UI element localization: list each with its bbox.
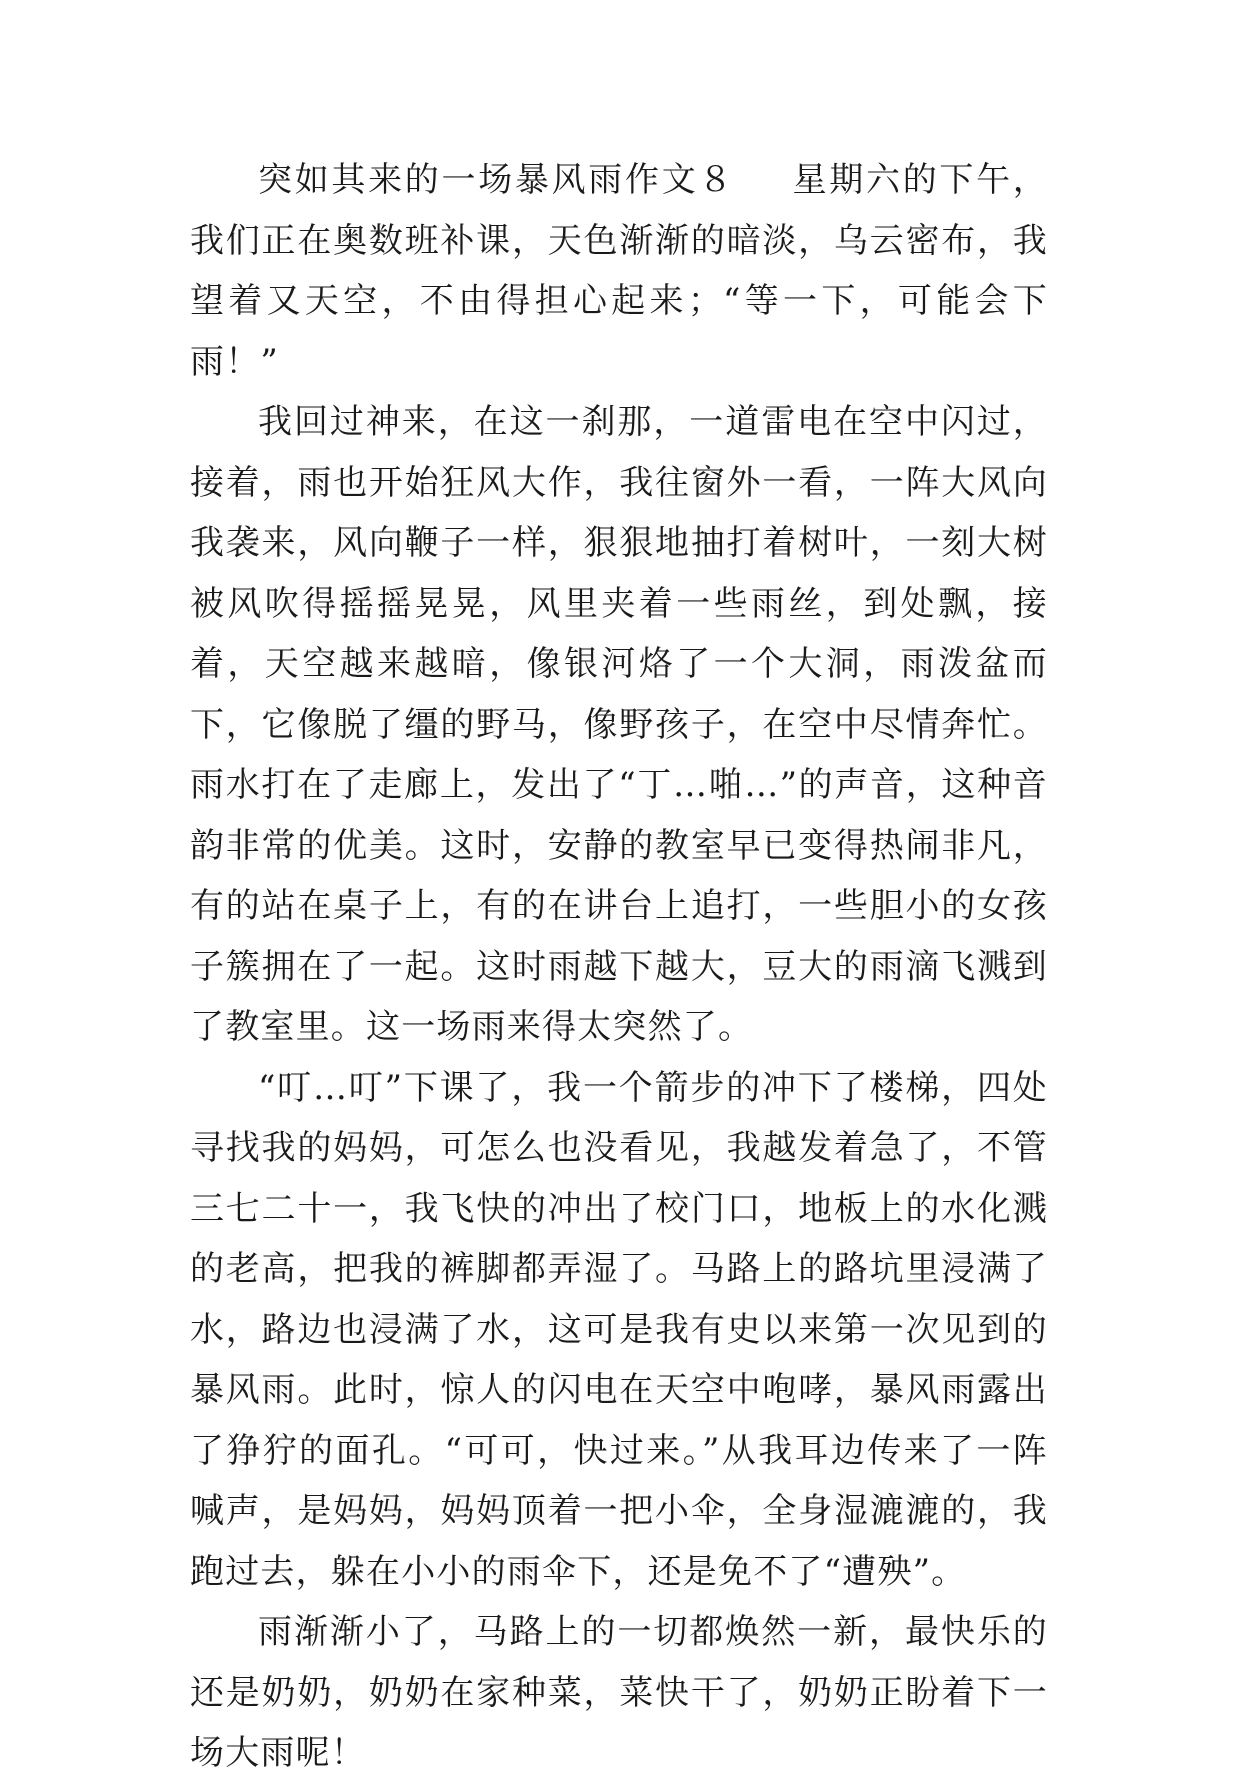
document-body: [190, 150, 1048, 1784]
paragraph: 雨渐渐小了，马路上的一切都焕然一新，最快乐的还是奶奶，奶奶在家种菜，菜快干了，奶奶正盼着下一场大雨呢！: [190, 1612, 1048, 1773]
paragraph-intro: [190, 150, 1048, 392]
essay-title: 突如其来的一场暴风雨作文８: [258, 160, 736, 200]
paragraph: 我回过神来，在这一刹那，一道雷电在空中闪过，接着，雨也开始狂风大作，我往窗外一看，一阵大风向我袭来，风向鞭子一样，狠狠地抽打着树叶，一刻大树被风吹得摇摇晃晃，风里夹着一些雨丝，到处飘，接着，天空越来越暗，像银河烙了一个大洞，雨泼盆而下，它像脱了缰的野马，像野孩子，在空中尽情奔忙。雨水打在了走廊上，发出了“丁…啪…”的声音，这种音韵非常的优美。这时，安静的教室早已变得热闹非凡，有的站在桌子上，有的在讲台上追打，一些胆小的女孩子簇拥在了一起。这时雨越下越大，豆大的雨滴飞溅到了教室里。这一场雨来得太突然了。: [190, 402, 1048, 1047]
paragraph: “叮…叮”下课了，我一个箭步的冲下了楼梯，四处寻找我的妈妈，可怎么也没看见，我越发着急了，不管三七二十一，我飞快的冲出了校门口，地板上的水化溅的老高，把我的裤脚都弄湿了。马路上的路坑里浸满了水，路边也浸满了水，这可是我有史以来第一次见到的暴风雨。此时，惊人的闪电在天空中咆哮，暴风雨露出了狰狞的面孔。“可可，快过来。”从我耳边传来了一阵喊声，是妈妈，妈妈顶着一把小伞，全身湿漉漉的，我跑过去，躲在小小的雨伞下，还是免不了“遭殃”。: [190, 1067, 1048, 1592]
paragraph-text: 星期六的下午，我们正在奥数班补课，天色渐渐的暗淡，乌云密布，我望着又天空，不由得担心起来；“等一下，可能会下雨！”: [190, 160, 1048, 382]
